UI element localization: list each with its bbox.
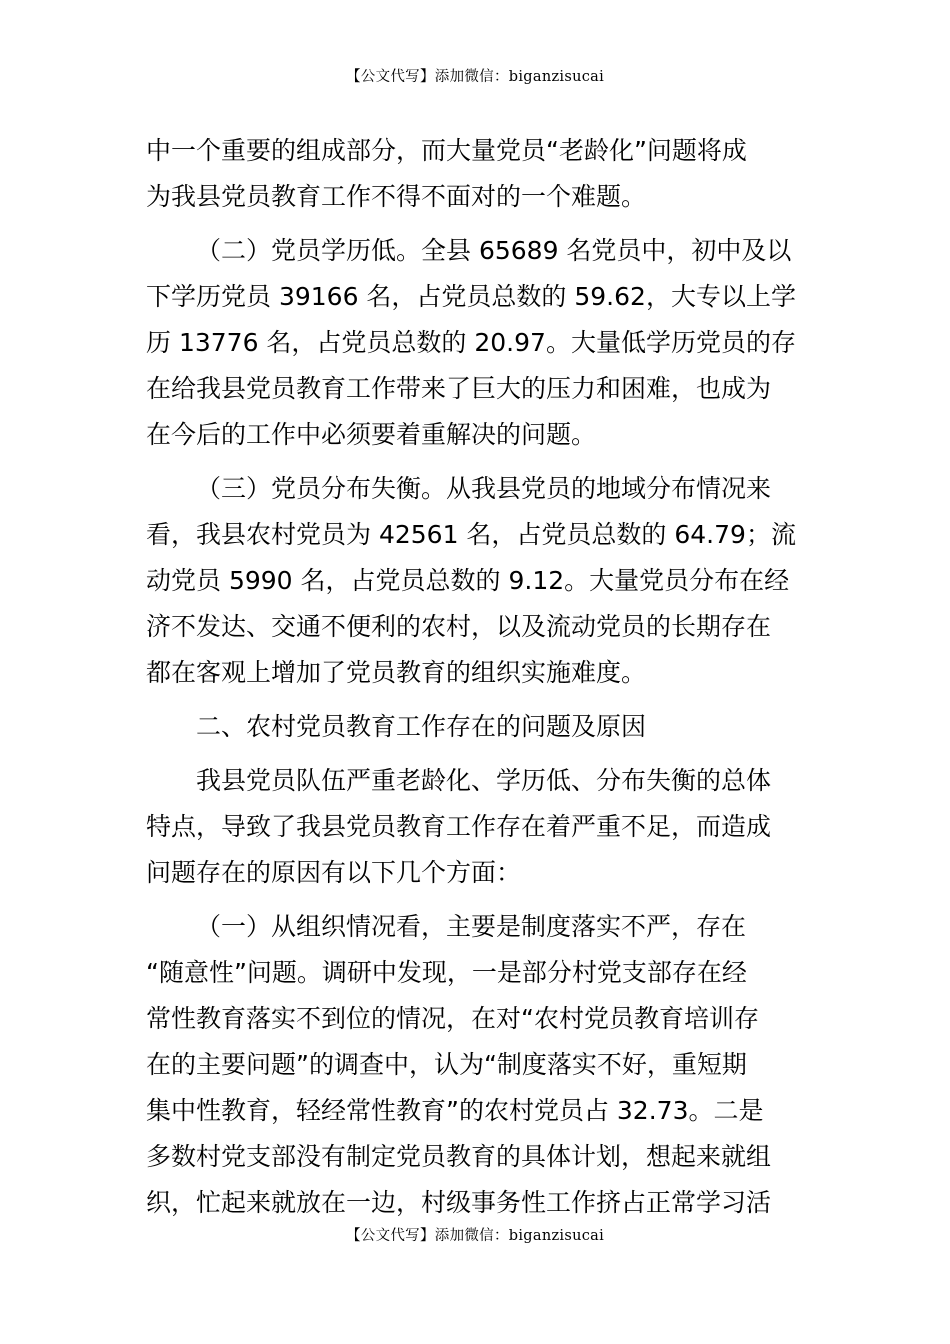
text-line: 多数村党支部没有制定党员教育的具体计划，想起来就组 bbox=[146, 1142, 772, 1171]
paragraph-organization bbox=[146, 904, 808, 1226]
text-line: 织，忙起来就放在一边，村级事务性工作挤占正常学习活 bbox=[146, 1188, 772, 1217]
text-line: 动党员 5990 名，占党员总数的 9.12。大量党员分布在经 bbox=[146, 566, 790, 595]
text-line: 常性教育落实不到位的情况，在对“农村党员教育培训存 bbox=[146, 1004, 759, 1033]
text-line: 问题存在的原因有以下几个方面： bbox=[146, 858, 522, 887]
text-line: 我县党员队伍严重老龄化、学历低、分布失衡的总体 bbox=[196, 766, 772, 795]
paragraph-continuation bbox=[146, 128, 808, 220]
page-header: 【公文代写】添加微信：biganzisucai bbox=[345, 69, 605, 85]
text-line: 历 13776 名，占党员总数的 20.97。大量低学历党员的存 bbox=[146, 328, 796, 357]
text-line: 在的主要问题”的调查中，认为“制度落实不好，重短期 bbox=[146, 1050, 747, 1079]
text-line: 在今后的工作中必须要着重解决的问题。 bbox=[146, 420, 597, 449]
text-line: 为我县党员教育工作不得不面对的一个难题。 bbox=[146, 182, 647, 211]
text-line: 看，我县农村党员为 42561 名，占党员总数的 64.79；流 bbox=[146, 520, 796, 549]
text-line: 下学历党员 39166 名，占党员总数的 59.62，大专以上学 bbox=[146, 282, 796, 311]
heading-line: 二、农村党员教育工作存在的问题及原因 bbox=[196, 712, 647, 741]
text-line: （三）党员分布失衡。从我县党员的地域分布情况来 bbox=[196, 474, 772, 503]
text-line: 中一个重要的组成部分，而大量党员“老龄化”问题将成 bbox=[146, 136, 747, 165]
paragraph-education-level bbox=[146, 228, 808, 458]
text-line: 都在客观上增加了党员教育的组织实施难度。 bbox=[146, 658, 647, 687]
text-line: 特点，导致了我县党员教育工作存在着严重不足，而造成 bbox=[146, 812, 772, 841]
page-footer: 【公文代写】添加微信：biganzisucai bbox=[345, 1228, 605, 1244]
text-line: “随意性”问题。调研中发现，一是部分村党支部存在经 bbox=[146, 958, 747, 987]
text-line: 在给我县党员教育工作带来了巨大的压力和困难，也成为 bbox=[146, 374, 772, 403]
document-body bbox=[146, 128, 808, 1226]
text-line: 济不发达、交通不便利的农村，以及流动党员的长期存在 bbox=[146, 612, 772, 641]
section-heading bbox=[146, 704, 808, 750]
paragraph-overview bbox=[146, 758, 808, 896]
text-line: （一）从组织情况看，主要是制度落实不严，存在 bbox=[196, 912, 747, 941]
text-line: 集中性教育，轻经常性教育”的农村党员占 32.73。二是 bbox=[146, 1096, 764, 1125]
paragraph-distribution bbox=[146, 466, 808, 696]
text-line: （二）党员学历低。全县 65689 名党员中，初中及以 bbox=[196, 236, 792, 265]
